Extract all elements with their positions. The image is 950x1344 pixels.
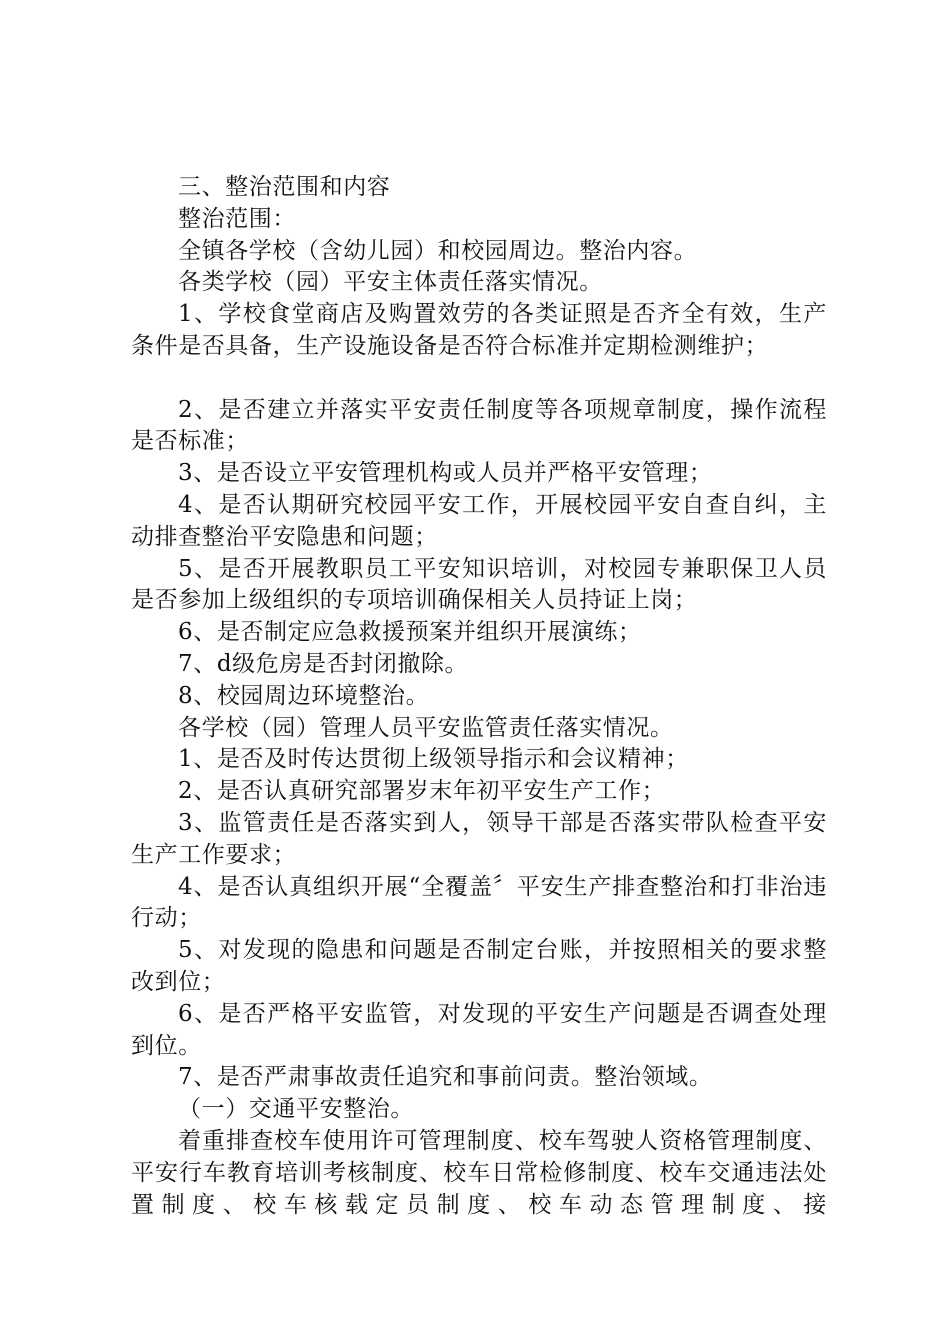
list-item: 5、对发现的隐患和问题是否制定台账，并按照相关的要求整改到位； [131,937,827,995]
list-item: 2、是否建立并落实平安责任制度等各项规章制度，操作流程是否标准； [131,396,827,455]
list-item: 2、是否认真研究部署岁末年初平安生产工作； [178,778,666,805]
subsection-heading: （一）交通平安整治。 [178,1096,414,1123]
list-item: 4、是否认真组织开展“全覆盖〞平安生产排查整治和打非治违行动； [131,873,827,932]
list-item: 3、监管责任是否落实到人，领导干部是否落实带队检查平安生产工作要求； [131,809,827,868]
blank-line [131,363,827,395]
document-body [131,172,827,1221]
section-heading: 三、整治范围和内容 [178,174,391,200]
list-item: 1、学校食堂商店及购置效劳的各类证照是否齐全有效，生产条件是否具备，生产设施设备是否符合标准并定期检测维护； [131,301,827,359]
list-item: 5、是否开展教职员工平安知识培训，对校园专兼职保卫人员是否参加上级组织的专项培训确保相关人员持证上岗； [131,555,827,614]
list-item: 7、d级危房是否封闭撤除。 [178,650,469,677]
list-item: 1、是否及时传达贯彻上级领导指示和会议精神； [178,746,689,773]
list-item: 8、校园周边环境整治。 [178,682,430,709]
list-item: 7、是否严肃事故责任追究和事前问责。整治领域。 [178,1064,713,1091]
list-item: 6、是否制定应急救援预案并组织开展演练； [178,619,642,646]
list-item: 6、是否严格平安监管，对发现的平安生产问题是否调查处理到位。 [131,1000,827,1059]
paragraph: 着重排查校车使用许可管理制度、校车驾驶人资格管理制度、平安行车教育培训考核制度、校车日常检修制度、校车交通违法处置制度、校车核载定员制度、校车动态管理制度、接 [131,1127,827,1218]
paragraph: 各类学校（园）平安主体责任落实情况。 [178,269,603,296]
scope-heading: 整治范围： [178,205,296,232]
list-item: 3、是否设立平安管理机构或人员并严格平安管理； [178,460,713,487]
list-item: 4、是否认期研究校园平安工作，开展校园平安自查自纠，主动排查整治平安隐患和问题； [131,491,827,550]
paragraph: 各学校（园）管理人员平安监管责任落实情况。 [178,714,674,741]
paragraph: 全镇各学校（含幼儿园）和校园周边。整治内容。 [178,237,698,264]
